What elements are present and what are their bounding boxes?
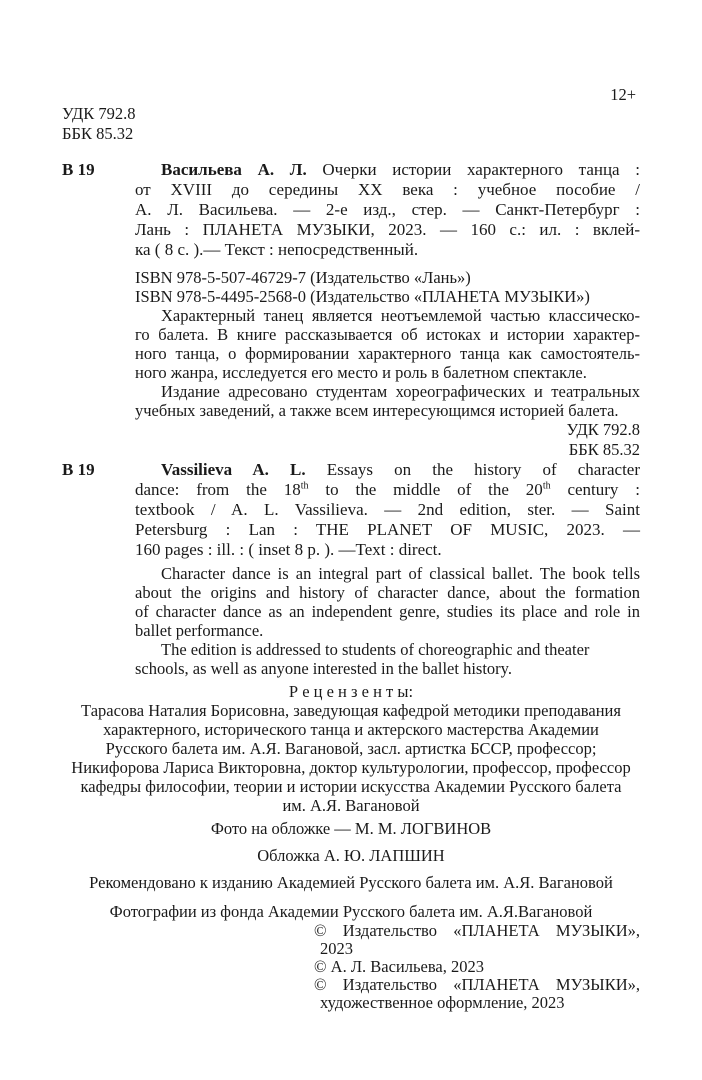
abstract	[135, 564, 640, 678]
cover-photo-credit: Фото на обложке — М. М. ЛОГВИНОВ	[210, 819, 492, 838]
biblio-line: 160 pages : ill. : ( inset 8 p. ). —Text : direct.	[135, 540, 442, 559]
author: Vassilieva A. L.	[161, 460, 306, 479]
copyright-block	[314, 922, 640, 1012]
abstract-line: учебных заведений, а также всем интересующимся историей балета.	[135, 401, 619, 420]
biblio-line: ка ( 8 с. ).— Текст : непосредственный.	[135, 240, 419, 259]
classification-en	[62, 420, 640, 460]
author-code: В 19	[62, 460, 95, 479]
abstract-line: about the origins and history of character dance, about the formation	[135, 583, 640, 602]
udk: УДК 792.8	[566, 420, 640, 439]
superscript: th	[300, 480, 309, 492]
abstract-line: ного жанра, исследуется его место и роль в балетном спектакле.	[135, 363, 587, 382]
abstract-line: Издание адресовано студентам хореографических и театральных	[161, 382, 640, 401]
abstract-line: of character dance as an independent genre, studies its place and role in	[135, 602, 640, 621]
isbn-and-abstract	[135, 268, 640, 420]
copyright-line: художественное оформление, 2023	[320, 993, 565, 1012]
bbk: ББК 85.32	[568, 440, 640, 459]
abstract-line: ballet performance.	[135, 621, 264, 640]
copyright-line: © Издательство «ПЛАНЕТА МУЗЫКИ»,	[314, 921, 640, 940]
abstract-line: schools, as well as anyone interested in the ballet history.	[135, 659, 512, 678]
udk: УДК 792.8	[62, 104, 136, 123]
biblio-text: to the middle of the 20	[308, 480, 543, 499]
reviewers-heading: Р е ц е н з е н т ы:	[288, 682, 414, 701]
biblio-line: Petersburg : Lan : THE PLANET OF MUSIC, 2023. —	[135, 520, 640, 539]
record-body	[135, 160, 640, 420]
biblio-text: century :	[550, 480, 641, 499]
abstract-line: Характерный танец является неотъемлемой частью классическо-	[161, 306, 640, 325]
biblio-text: Очерки истории характерного танца :	[322, 160, 640, 179]
reviewer-line: характерного, исторического танца и актерского мастерства Академии	[103, 720, 599, 739]
recommendation: Рекомендовано к изданию Академией Русского балета им. А.Я. Вагановой	[89, 873, 613, 892]
copyright-line: © Издательство «ПЛАНЕТА МУЗЫКИ»,	[314, 975, 640, 994]
reviewer-line: Никифорова Лариса Викторовна, доктор культурологии, профессор, профессор	[71, 758, 631, 777]
biblio-text: Essays on the history of character	[326, 460, 641, 479]
age-rating: 12+	[610, 85, 636, 104]
copyright-line: 2023	[320, 939, 353, 958]
superscript: th	[542, 480, 551, 492]
biblio-line: от XVIII до середины XX века : учебное пособие /	[135, 180, 640, 199]
photo-source: Фотографии из фонда Академии Русского балета им. А.Я.Вагановой	[109, 902, 593, 921]
bibliographic-record-en	[62, 460, 640, 678]
reviewer-line: им. А.Я. Вагановой	[282, 796, 420, 815]
bbk: ББК 85.32	[62, 124, 134, 143]
isbn: ISBN 978-5-507-46729-7 (Издательство «Лань»)	[135, 268, 471, 287]
biblio-line	[135, 460, 640, 480]
credits	[40, 819, 662, 922]
abstract-line: ного танца, о формировании характерного танца как самостоятель-	[135, 344, 640, 363]
biblio-line: Лань : ПЛАНЕТА МУЗЫКИ, 2023. — 160 с.: ил. : вклей-	[135, 220, 640, 239]
isbn: ISBN 978-5-4495-2568-0 (Издательство «ПЛАНЕТА МУЗЫКИ»)	[135, 287, 590, 306]
abstract-line: The edition is addressed to students of choreographic and theater	[161, 640, 590, 659]
abstract-line: Character dance is an integral part of classical ballet. The book tells	[161, 564, 640, 583]
cover-design-credit: Обложка А. Ю. ЛАПШИН	[257, 846, 445, 865]
reviewer-line: Русского балета им. А.Я. Вагановой, засл. артистка БССР, профессор;	[105, 739, 597, 758]
reviewers	[40, 682, 662, 815]
abstract-line: го балета. В книге рассказывается об истоках и истории характер-	[135, 325, 640, 344]
biblio-line: А. Л. Васильева. — 2-е изд., стер. — Санкт-Петербург :	[135, 200, 640, 219]
biblio-line	[135, 160, 640, 180]
reviewer-line: кафедры философии, теории и истории искусства Академии Русского балета	[80, 777, 622, 796]
classification-ru	[62, 104, 640, 144]
biblio-line: textbook / A. L. Vassilieva. — 2nd edition, ster. — Saint	[135, 500, 640, 519]
biblio-text: dance: from the 18	[135, 480, 301, 499]
copyright-line: © А. Л. Васильева, 2023	[314, 957, 484, 976]
biblio-line	[135, 480, 640, 500]
author: Васильева А. Л.	[161, 160, 307, 179]
author-code: В 19	[62, 160, 95, 179]
record-body	[135, 460, 640, 678]
reviewer-line: Тарасова Наталия Борисовна, заведующая кафедрой методики преподавания	[81, 701, 621, 720]
bibliographic-record-ru	[62, 160, 640, 420]
